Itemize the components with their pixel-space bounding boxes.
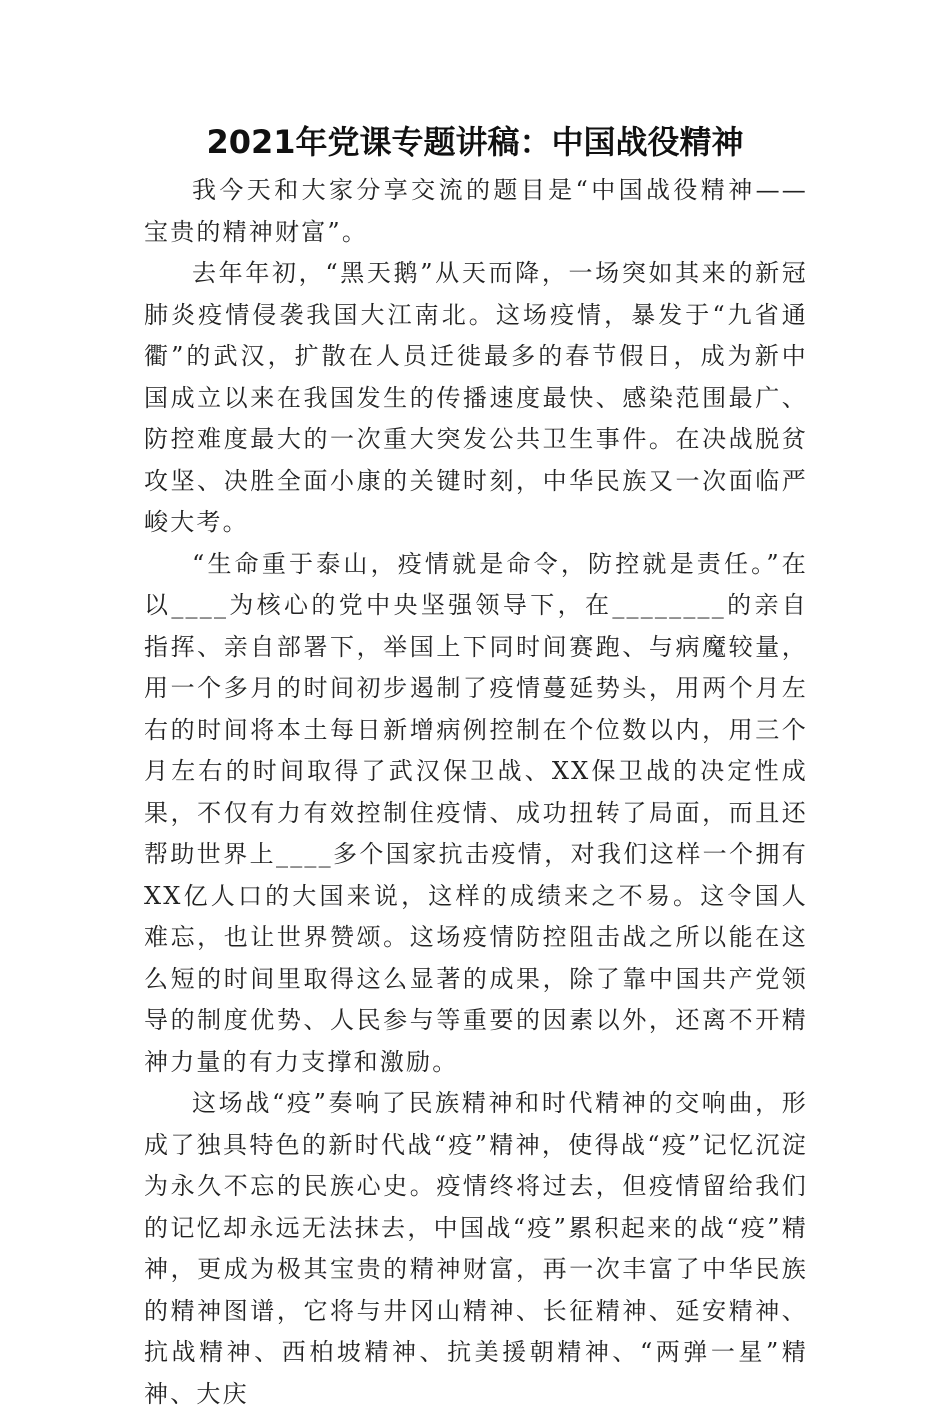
document-body bbox=[144, 170, 808, 1415]
document-title: 2021年党课专题讲稿：中国战役精神 bbox=[206, 123, 744, 161]
paragraph: 我今天和大家分享交流的题目是“中国战役精神——宝贵的精神财富”。 bbox=[144, 176, 808, 246]
paragraph: “生命重于泰山，疫情就是命令，防控就是责任。”在以____为核心的党中央坚强领导下，在________的亲自指挥、亲自部署下，举国上下同时间赛跑、与病魔较量，用一个多月的时间初步遏制了疫情蔓延势头，用两个月左右的时间将本土每日新增病例控制在个位数以内，用三个月左右的时间取得了武汉保卫战、XX保卫战的决定性成果，不仅有力有效控制住疫情、成功扭转了局面，而且还帮助世界上____多个国家抗击疫情，对我们这样一个拥有XX亿人口的大国来说，这样的成绩来之不易。这令国人难忘，也让世界赞颂。这场疫情防控阻击战之所以能在这么短的时间里取得这么显著的成果，除了靠中国共产党领导的制度优势、人民参与等重要的因素以外，还离不开精神力量的有力支撑和激励。 bbox=[144, 549, 808, 1076]
paragraph: 这场战“疫”奏响了民族精神和时代精神的交响曲，形成了独具特色的新时代战“疫”精神，使得战“疫”记忆沉淀为永久不忘的民族心史。疫情终将过去，但疫情留给我们的记忆却永远无法抹去，中国战“疫”累积起来的战“疫”精神，更成为极其宝贵的精神财富，再一次丰富了中华民族的精神图谱，它将与井冈山精神、长征精神、延安精神、抗战精神、西柏坡精神、抗美援朝精神、“两弹一星”精神、大庆 bbox=[144, 1089, 808, 1408]
paragraph: 去年年初，“黑天鹅”从天而降，一场突如其来的新冠肺炎疫情侵袭我国大江南北。这场疫情，暴发于“九省通衢”的武汉，扩散在人员迁徙最多的春节假日，成为新中国成立以来在我国发生的传播速度最快、感染范围最广、防控难度最大的一次重大突发公共卫生事件。在决战脱贫攻坚、决胜全面小康的关键时刻，中华民族又一次面临严峻大考。 bbox=[144, 259, 808, 536]
